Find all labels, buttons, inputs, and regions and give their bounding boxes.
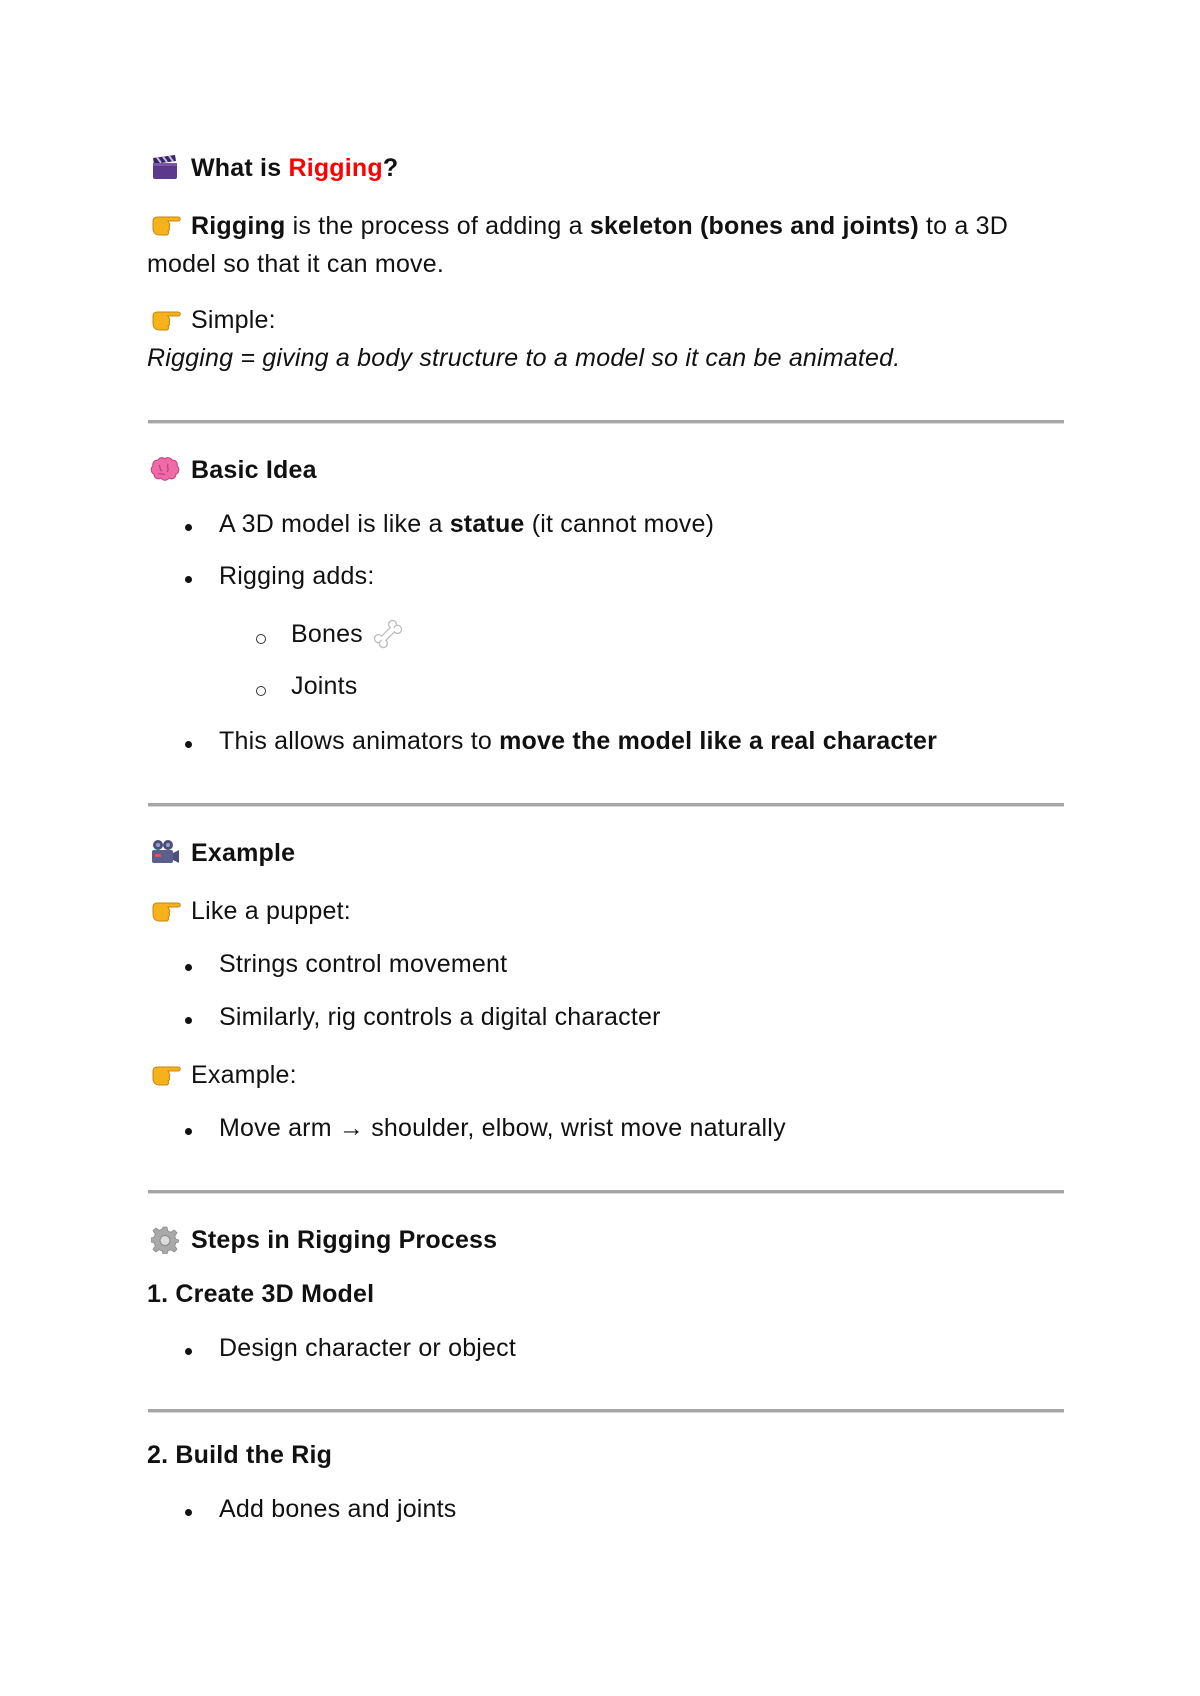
bone-icon	[371, 617, 405, 651]
sub-item-joints: Joints	[291, 672, 358, 700]
what-heading-highlight: Rigging	[288, 154, 383, 182]
step2-bullet: Add bones and joints	[219, 1495, 457, 1523]
example-bullet-arm: Move arm → shoulder, elbow, wrist move naturally	[219, 1114, 786, 1142]
step2-heading: 2. Build the Rig	[147, 1441, 333, 1469]
pointing-hand-icon	[150, 1061, 182, 1087]
example-heading: Example	[191, 839, 296, 867]
definition-line1: Rigging is the process of adding a skeleton (bones and joints) to a 3D	[191, 212, 1009, 240]
section-divider	[148, 1190, 1064, 1194]
example-label: Example:	[191, 1061, 297, 1089]
bullet	[185, 964, 192, 971]
simple-definition: Rigging = giving a body structure to a model so it can be animated.	[147, 344, 901, 372]
example-bullet-rig: Similarly, rig controls a digital character	[219, 1003, 661, 1031]
what-heading: What is Rigging?	[191, 154, 399, 182]
basic-bullet-animators: This allows animators to move the model like a real character	[219, 727, 938, 755]
bullet	[185, 1017, 192, 1024]
example-puppet-label: Like a puppet:	[191, 897, 351, 925]
bullet	[185, 524, 192, 531]
gear-icon	[151, 1226, 179, 1254]
pointing-hand-icon	[150, 306, 182, 332]
pointing-hand-icon	[150, 897, 182, 923]
simple-label: Simple:	[191, 306, 276, 334]
clapper-board-icon	[152, 154, 178, 180]
step1-heading: 1. Create 3D Model	[147, 1280, 375, 1308]
step1-bullet: Design character or object	[219, 1334, 517, 1362]
sub-bullet	[256, 686, 266, 696]
bullet	[185, 1348, 192, 1355]
bullet	[185, 741, 192, 748]
sub-bullet	[256, 634, 266, 644]
section-divider	[148, 420, 1064, 424]
basic-bullet-rigging-adds: Rigging adds:	[219, 562, 375, 590]
movie-camera-icon	[150, 839, 180, 865]
basic-idea-heading: Basic Idea	[191, 456, 317, 484]
basic-bullet-statue: A 3D model is like a statue (it cannot move)	[219, 510, 715, 538]
definition-line2: model so that it can move.	[147, 250, 445, 278]
pointing-hand-icon	[150, 211, 182, 237]
bullet	[185, 1509, 192, 1516]
sub-item-bones: Bones	[291, 620, 363, 648]
bullet	[185, 576, 192, 583]
steps-heading: Steps in Rigging Process	[191, 1226, 498, 1254]
brain-icon	[150, 456, 180, 482]
example-bullet-strings: Strings control movement	[219, 950, 508, 978]
section-divider	[148, 803, 1064, 807]
section-divider	[148, 1409, 1064, 1413]
bullet	[185, 1128, 192, 1135]
